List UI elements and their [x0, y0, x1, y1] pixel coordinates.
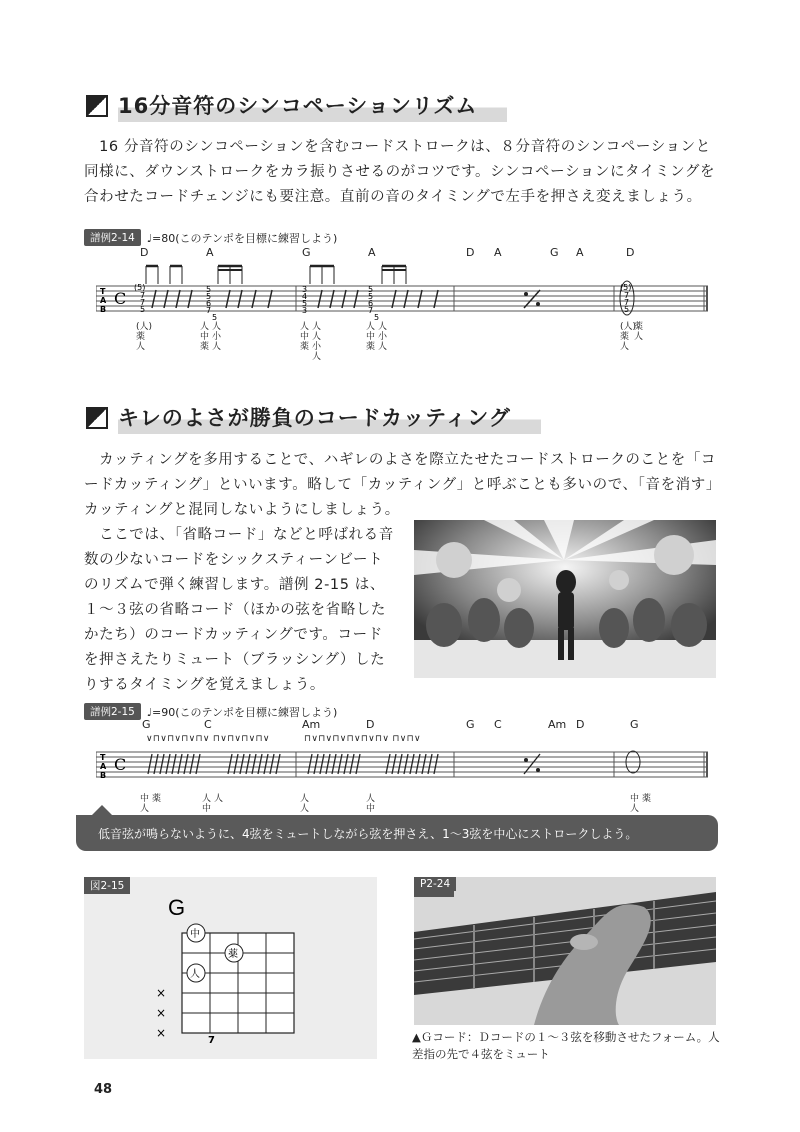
- fret-number: 4: [302, 292, 308, 301]
- finger-dot-label: 人: [190, 969, 200, 980]
- fret-number: 5: [140, 305, 146, 314]
- example-badge: 譜例2-14: [84, 229, 141, 246]
- tab-letter: T: [100, 753, 106, 762]
- chord-label: G: [466, 718, 475, 731]
- time-signature: C: [114, 289, 127, 308]
- fret-number: 6: [206, 299, 212, 308]
- concert-illustration-art: [414, 520, 716, 678]
- tab-letter: B: [100, 305, 107, 314]
- tab-letter: T: [100, 287, 106, 296]
- tip-bar: [76, 815, 718, 851]
- chord-label: D: [576, 718, 585, 731]
- tab-lines: [96, 260, 712, 330]
- figure-label: 図2-15: [84, 877, 130, 894]
- guitar-photo-art: [414, 877, 716, 1025]
- chord-label: G: [550, 246, 559, 259]
- chord-label: A: [368, 246, 376, 259]
- fret-number: 3: [302, 306, 308, 315]
- finger-mark: 人 中: [202, 794, 212, 814]
- finger-mark: 人 中 薬: [200, 322, 210, 352]
- section2-paragraph-2: ここでは、「省略コード」などと呼ばれる音数の少ないコードをシックスティーンビートのリズムで弾く練習します。譜例 2-15 は、１～３弦の省略コード（ほかの弦を省略したかたち）のコードカッティングです。コードを押さえたりミュート（ブラッシング）したりするタイミングを覚えましょう。: [84, 527, 394, 693]
- chord-label: Am: [302, 718, 321, 731]
- fret-number: 7: [140, 291, 146, 300]
- finger-mark: 人 小 人: [378, 322, 388, 352]
- mute-mark: ×: [156, 1026, 167, 1040]
- fret-number: 7: [140, 298, 146, 307]
- chord-label: C: [204, 718, 212, 731]
- finger-mark: 人 中: [366, 794, 376, 814]
- concert-illustration: [414, 520, 716, 678]
- tab-letter: B: [100, 771, 107, 780]
- fret-number: (5): [134, 283, 146, 292]
- mute-mark: ×: [156, 1006, 167, 1020]
- section-heading-cutting: [86, 402, 541, 434]
- page-number: 48: [94, 1082, 113, 1097]
- fret-number: 7: [206, 306, 212, 315]
- chord-label: G: [630, 718, 639, 731]
- finger-mark: 薬 人: [634, 322, 644, 342]
- fret-number: 5: [206, 285, 212, 294]
- finger-mark: 中 人: [140, 794, 150, 814]
- photo-caption: ▲Ｇコード：Ｄコードの１～３弦を移動させたフォーム。人差指の先で４弦をミュート: [412, 1030, 720, 1061]
- chord-label: A: [576, 246, 584, 259]
- fret-number: 5: [368, 292, 374, 301]
- stroke-marks-bar1: ∨⊓∨⊓∨⊓∨⊓∨ ⊓∨⊓∨⊓∨⊓∨: [146, 734, 270, 744]
- chord-diagram: [84, 877, 377, 1059]
- mute-mark: ×: [156, 986, 167, 1000]
- tab-lines: [96, 742, 712, 802]
- finger-mark: 薬: [152, 794, 162, 804]
- fret-number: (5): [620, 283, 632, 292]
- fret-number: 5: [624, 305, 630, 314]
- finger-dot-label: 中: [190, 929, 200, 940]
- fret-number: 5: [302, 299, 308, 308]
- fret-number: 7: [368, 306, 374, 315]
- chord-label: A: [494, 246, 502, 259]
- tab-letter: A: [100, 296, 107, 305]
- fret-number: 7: [624, 298, 630, 307]
- stroke-marks-bar2: ⊓∨⊓∨⊓∨⊓∨⊓∨⊓∨ ⊓∨⊓∨: [304, 734, 421, 744]
- finger-mark: 人: [214, 794, 224, 804]
- chord-label: D: [366, 718, 375, 731]
- finger-mark: (人) 薬 人: [620, 322, 637, 352]
- tab-staff-2-14: [96, 246, 712, 362]
- chord-label: C: [494, 718, 502, 731]
- fret-number: 7: [624, 291, 630, 300]
- finger-mark: 人 小 人: [212, 322, 222, 352]
- example-badge: 譜例2-15: [84, 703, 141, 720]
- photo-label: P2-24: [414, 877, 456, 891]
- tab-letter: A: [100, 762, 107, 771]
- section1-paragraph: 16 分音符のシンコペーションを含むコードストロークは、８分音符のシンコペーションと同様に、ダウンストロークをカラ振りさせるのがコツです。シンコペーションにタイミングを合わせたコードチェンジにも要注意。直前の音のタイミングで左手を押さえ変えましょう。: [84, 139, 716, 205]
- heading-marker-icon: [86, 95, 108, 117]
- finger-mark: 中 人: [630, 794, 640, 814]
- tab-staff-2-15: [96, 718, 712, 814]
- chord-label: A: [206, 246, 214, 259]
- chord-label: G: [302, 246, 311, 259]
- fret-number: 3: [302, 285, 308, 294]
- heading-marker-icon: [86, 407, 108, 429]
- finger-mark: 人 人 小 人: [312, 322, 322, 362]
- finger-mark: 人 中 薬: [300, 322, 310, 352]
- finger-dot-label: 薬: [228, 949, 238, 960]
- fret-number: 5: [206, 292, 212, 301]
- fret-number: 5: [212, 313, 218, 322]
- time-signature: C: [114, 755, 127, 774]
- finger-mark: (人) 薬 人: [136, 322, 153, 352]
- section-heading-syncopation: [86, 90, 507, 122]
- finger-mark: 人 人: [300, 794, 310, 814]
- tempo-marking: ♩=80(このテンポを目標に練習しよう): [146, 231, 338, 245]
- chord-label: D: [626, 246, 635, 259]
- fret-position-label: 7: [208, 1035, 215, 1046]
- finger-mark: 薬: [642, 794, 652, 804]
- section-title: 16分音符のシンコペーションリズム: [118, 90, 507, 122]
- example-label: [84, 229, 337, 246]
- chord-label: D: [140, 246, 149, 259]
- fret-number: 5: [374, 313, 380, 322]
- finger-mark: 人 中 薬: [366, 322, 376, 352]
- tip-text: 低音弦が鳴らないように、4弦をミュートしながら弦を押さえ、1～3弦を中心にストロークしよう。: [98, 826, 638, 841]
- chord-label: Am: [548, 718, 567, 731]
- guitar-photo: [414, 877, 716, 1025]
- tempo-marking: ♩=90(このテンポを目標に練習しよう): [146, 705, 338, 719]
- section-title: キレのよさが勝負のコードカッティング: [118, 402, 541, 434]
- chord-label: G: [142, 718, 151, 731]
- fret-number: 5: [368, 285, 374, 294]
- chord-diagram-box: [84, 877, 377, 1059]
- chord-diagram-name: G: [168, 895, 186, 920]
- fret-number: 6: [368, 299, 374, 308]
- section2-paragraph-1: カッティングを多用することで、ハギレのよさを際立たせたコードストロークのことを「コードカッティング」といいます。略して「カッティング」と呼ぶことも多いので、「音を消す」カッティングと混同しないようにしましょう。: [84, 452, 717, 518]
- chord-label: D: [466, 246, 475, 259]
